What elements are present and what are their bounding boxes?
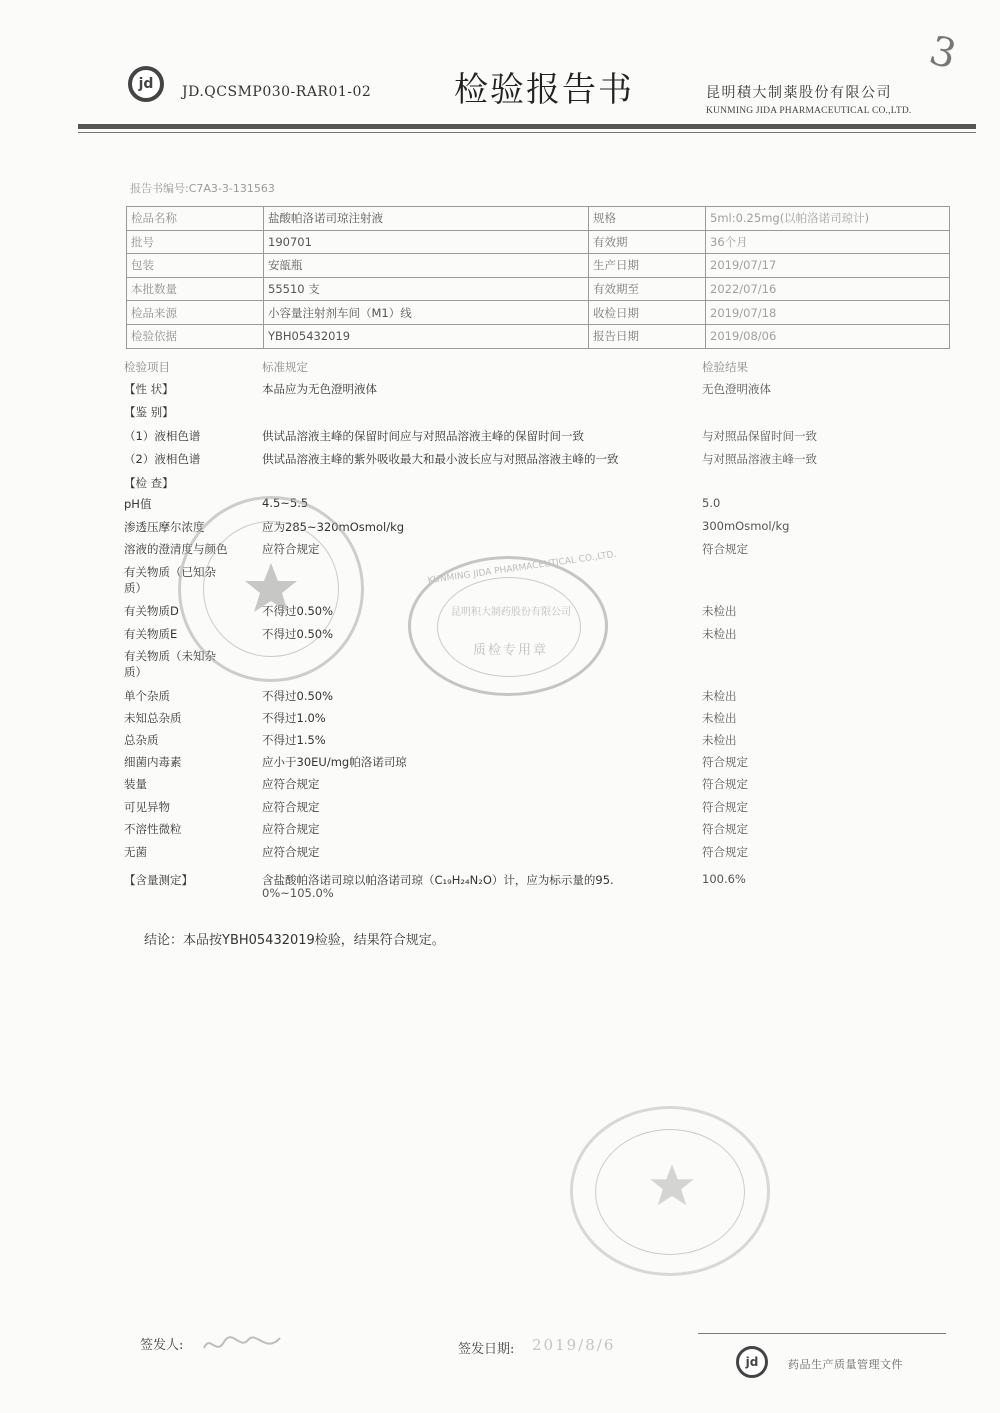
result-item: 溶液的澄清度与颜色: [124, 542, 228, 556]
result-row: [0, 799, 1000, 819]
result-row: [0, 754, 1000, 774]
conclusion: 结论：本品按YBH05432019检验，结果符合规定。: [144, 933, 445, 948]
result-standard: 应符合规定: [262, 822, 320, 836]
result-value: 符合规定: [702, 542, 748, 556]
company-name-en: KUNMING JIDA PHARMACEUTICAL CO.,LTD.: [706, 106, 912, 116]
result-item: 有关物质E: [124, 627, 178, 641]
info-row: [127, 301, 950, 325]
info-label: 有效期: [589, 230, 706, 254]
info-value: 36个月: [706, 230, 950, 254]
result-standard: 4.5~5.5: [262, 496, 309, 510]
result-item: 渗透压摩尔浓度: [124, 520, 205, 534]
info-row: [127, 324, 950, 348]
result-item: 【含量测定】: [124, 873, 193, 887]
info-label: 检品名称: [127, 207, 264, 231]
result-item: 【鉴 别】: [124, 405, 174, 419]
info-row: [127, 277, 950, 301]
result-item: 有关物质（已知杂: [124, 565, 216, 579]
info-label: 收检日期: [589, 301, 706, 325]
result-value: 无色澄明液体: [702, 382, 771, 396]
result-standard: 含盐酸帕洛诺司琼以帕洛诺司琼（C₁₉H₂₄N₂O）计，应为标示量的95.: [262, 873, 614, 887]
result-item: 未知总杂质: [124, 711, 182, 725]
result-standard: 不得过0.50%: [262, 604, 334, 618]
info-label: 检验依据: [127, 324, 264, 348]
header-rule-thin: [78, 132, 976, 133]
result-value: 符合规定: [702, 755, 748, 769]
info-value: 盐酸帕洛诺司琼注射液: [264, 207, 589, 231]
result-standard-cont: 0%~105.0%: [262, 886, 334, 900]
info-label: 本批数量: [127, 277, 264, 301]
info-label: 生产日期: [589, 254, 706, 278]
result-item: 有关物质（未知杂: [124, 649, 216, 663]
result-value: 未检出: [702, 689, 737, 703]
result-item: 不溶性微粒: [124, 822, 182, 836]
result-item-cont: 质）: [124, 581, 147, 595]
result-standard: 应符合规定: [262, 800, 320, 814]
info-label: 批号: [127, 230, 264, 254]
result-value: 未检出: [702, 733, 737, 747]
signer-label: 签发人:: [140, 1338, 184, 1353]
result-standard: 应为285~320mOsmol/kg: [262, 520, 405, 534]
result-value: 300mOsmol/kg: [702, 519, 790, 533]
company-name-cn: 昆明積大制薬股份有限公司: [706, 85, 892, 101]
footer-rule: [698, 1333, 946, 1334]
result-value: 符合规定: [702, 845, 748, 859]
result-value: 符合规定: [702, 822, 748, 836]
result-item: 总杂质: [124, 733, 159, 747]
result-value: 与对照品保留时间一致: [702, 429, 817, 443]
column-header-item: 检验项目: [124, 360, 170, 374]
header-rule: [78, 124, 976, 129]
result-row: [0, 776, 1000, 796]
document-code: JD.QCSMP030-RAR01-02: [182, 84, 372, 100]
result-item: 无菌: [124, 845, 147, 859]
info-row: [127, 230, 950, 254]
qc-stamp-outer-text: KUNMING JIDA PHARMACEUTICAL CO.,LTD.: [427, 549, 618, 587]
page-title: 检验报告书: [454, 70, 634, 110]
star-seal-left: [178, 496, 364, 682]
result-item: 装量: [124, 777, 147, 791]
result-value: 未检出: [702, 604, 737, 618]
result-item: 单个杂质: [124, 689, 170, 703]
result-value: 5.0: [702, 496, 721, 510]
info-label: 规格: [589, 207, 706, 231]
result-value: 符合规定: [702, 800, 748, 814]
result-row: [0, 844, 1000, 864]
result-standard: 应符合规定: [262, 542, 320, 556]
result-item: 可见异物: [124, 800, 170, 814]
result-standard: 不得过1.0%: [262, 711, 326, 725]
result-row: [0, 496, 1000, 516]
star-icon: [647, 1161, 697, 1211]
result-item: 有关物质D: [124, 604, 179, 618]
report-number: 报告书编号:C7A3-3-131563: [130, 182, 275, 195]
footer-document-type: 药品生产质量管理文件: [788, 1358, 903, 1371]
info-value: 2019/07/17: [706, 254, 950, 278]
signature: [200, 1330, 290, 1360]
result-standard: 不得过0.50%: [262, 627, 334, 641]
column-header-standard: 标准规定: [262, 360, 308, 374]
info-row: [127, 254, 950, 278]
result-standard: 不得过1.5%: [262, 733, 326, 747]
info-value: 2019/07/18: [706, 301, 950, 325]
info-value: 55510 支: [264, 277, 589, 301]
info-value: YBH05432019: [264, 324, 589, 348]
footer-logo: jd: [736, 1346, 768, 1378]
result-value: 未检出: [702, 627, 737, 641]
result-standard: 供试品溶液主峰的保留时间应与对照品溶液主峰的保留时间一致: [262, 429, 584, 443]
result-standard: 应符合规定: [262, 777, 320, 791]
info-label: 有效期至: [589, 277, 706, 301]
result-row: [0, 475, 1000, 495]
info-row: [127, 207, 950, 231]
info-value: 190701: [264, 230, 589, 254]
qc-stamp-center-text: 质检专用章: [473, 643, 549, 658]
issue-date-value: 2019/8/6: [532, 1336, 616, 1354]
result-item: （1）液相色谱: [124, 429, 201, 443]
results-header-row: [0, 359, 1000, 379]
result-value: 与对照品溶液主峰一致: [702, 452, 817, 466]
result-item: 【检 查】: [124, 476, 174, 490]
info-value: 2022/07/16: [706, 277, 950, 301]
company-logo: jd: [128, 66, 164, 102]
result-item: 【性 状】: [124, 382, 174, 396]
result-row: [0, 710, 1000, 730]
result-item: 细菌内毒素: [124, 755, 182, 769]
page-mark: 3: [924, 27, 961, 79]
info-value: 安瓿瓶: [264, 254, 589, 278]
result-row: [0, 732, 1000, 752]
result-row: [0, 519, 1000, 539]
result-row: [0, 451, 1000, 471]
result-standard: 应小于30EU/mg帕洛诺司琼: [262, 755, 407, 769]
info-label: 检品来源: [127, 301, 264, 325]
info-label: 报告日期: [589, 324, 706, 348]
result-standard: 不得过0.50%: [262, 689, 334, 703]
result-value: 未检出: [702, 711, 737, 725]
info-table: [126, 206, 950, 349]
result-item-cont: 质）: [124, 665, 147, 679]
star-seal-bottom: [570, 1106, 770, 1276]
qc-stamp-inner-text: 昆明积大制药股份有限公司: [451, 607, 571, 618]
result-row: [0, 428, 1000, 448]
info-value: 5ml:0.25mg(以帕洛诺司琼计): [706, 207, 950, 231]
result-item: （2）液相色谱: [124, 452, 201, 466]
result-standard: 供试品溶液主峰的紫外吸收最大和最小波长应与对照品溶液主峰的一致: [262, 452, 619, 466]
star-icon: [241, 559, 301, 619]
result-standard: 应符合规定: [262, 845, 320, 859]
result-row: [0, 404, 1000, 424]
qc-stamp: [408, 549, 618, 696]
info-label: 包装: [127, 254, 264, 278]
result-value: 100.6%: [702, 872, 746, 886]
issue-date-label: 签发日期:: [458, 1342, 515, 1357]
column-header-result: 检验结果: [702, 360, 748, 374]
result-row: [0, 821, 1000, 841]
result-value: 符合规定: [702, 777, 748, 791]
info-value: 2019/08/06: [706, 324, 950, 348]
result-item: pH值: [124, 497, 152, 511]
result-row: [0, 381, 1000, 401]
result-standard: 本品应为无色澄明液体: [262, 382, 377, 396]
info-value: 小容量注射剂车间（M1）线: [264, 301, 589, 325]
result-row: [0, 872, 1000, 900]
